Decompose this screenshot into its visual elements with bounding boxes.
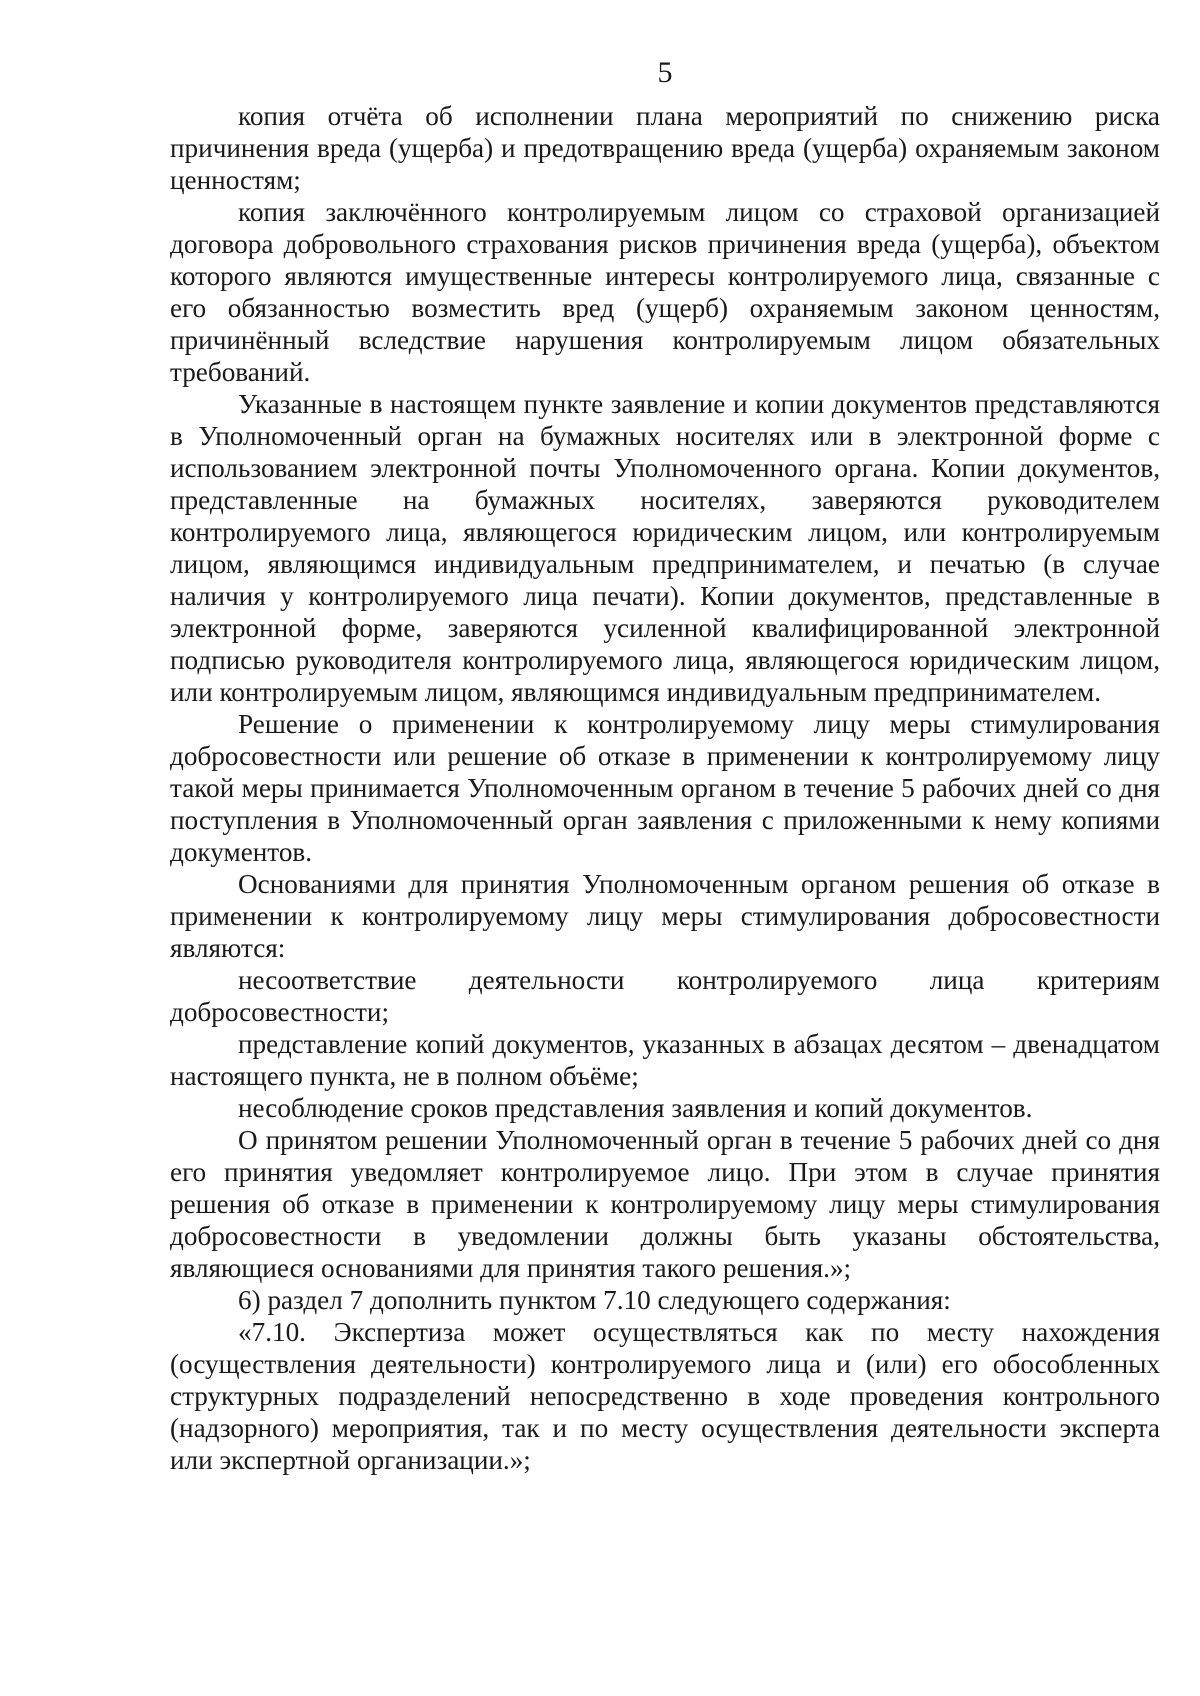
page-number: 5 xyxy=(657,56,673,89)
paragraph: копия отчёта об исполнении плана мероприятий по снижению риска причинения вреда (ущерба) и предотвращению вреда (ущерба) охраняемым законом ценностям; xyxy=(170,101,1160,195)
paragraph: копия заключённого контролируемым лицом со страховой организацией договора добровольного страхования рисков причинения вреда (ущерба), объектом которого являются имущественные интересы контролируемого лица, связанные с его обязанностью возместить вред (ущерб) охраняемым законом ценностям, причинённый вследствие нарушения контролируемым лицом обязательных требований. xyxy=(170,197,1160,387)
paragraph: Решение о применении к контролируемому лицу меры стимулирования добросовестности или решение об отказе в применении к контролируемому лицу такой меры принимается Уполномоченным органом в течение 5 рабочих дней со дня поступления в Уполномоченный орган заявления с приложенными к нему копиями документов. xyxy=(170,709,1160,867)
paragraph: несоблюдение сроков представления заявления и копий документов. xyxy=(238,1093,1033,1123)
paragraph: О принятом решении Уполномоченный орган в течение 5 рабочих дней со дня его принятия уведомляет контролируемое лицо. При этом в случае принятия решения об отказе в применении к контролируемому лицу меры стимулирования добросовестности в уведомлении должны быть указаны обстоятельства, являющиеся основаниями для принятия такого решения.»; xyxy=(170,1125,1160,1283)
paragraph: «7.10. Экспертиза может осуществляться как по месту нахождения (осуществления деятельности) контролируемого лица и (или) его обособленных структурных подразделений непосредственно в ходе проведения контрольного (надзорного) мероприятия, так и по месту осуществления деятельности эксперта или экспертной организации.»; xyxy=(170,1317,1160,1475)
paragraph: представление копий документов, указанных в абзацах десятом – двенадцатом настоящего пункта, не в полном объёме; xyxy=(170,1029,1160,1091)
paragraph: Основаниями для принятия Уполномоченным органом решения об отказе в применении к контролируемому лицу меры стимулирования добросовестности являются: xyxy=(170,869,1160,963)
paragraph: несоответствие деятельности контролируемого лица критериям добросовестности; xyxy=(170,965,1160,1027)
paragraph: Указанные в настоящем пункте заявление и копии документов представляются в Уполномоченный орган на бумажных носителях или в электронной форме с использованием электронной почты Уполномоченного органа. Копии документов, представленные на бумажных носителях, заверяются руководителем контролируемого лица, являющегося юридическим лицом, или контролируемым лицом, являющимся индивидуальным предпринимателем, и печатью (в случае наличия у контролируемого лица печати). Копии документов, представленные в электронной форме, заверяются усиленной квалифицированной электронной подписью руководителя контролируемого лица, являющегося юридическим лицом, или контролируемым лицом, являющимся индивидуальным предпринимателем. xyxy=(170,389,1160,707)
paragraph: 6) раздел 7 дополнить пунктом 7.10 следующего содержания: xyxy=(238,1285,951,1315)
document-body xyxy=(170,100,1160,1476)
